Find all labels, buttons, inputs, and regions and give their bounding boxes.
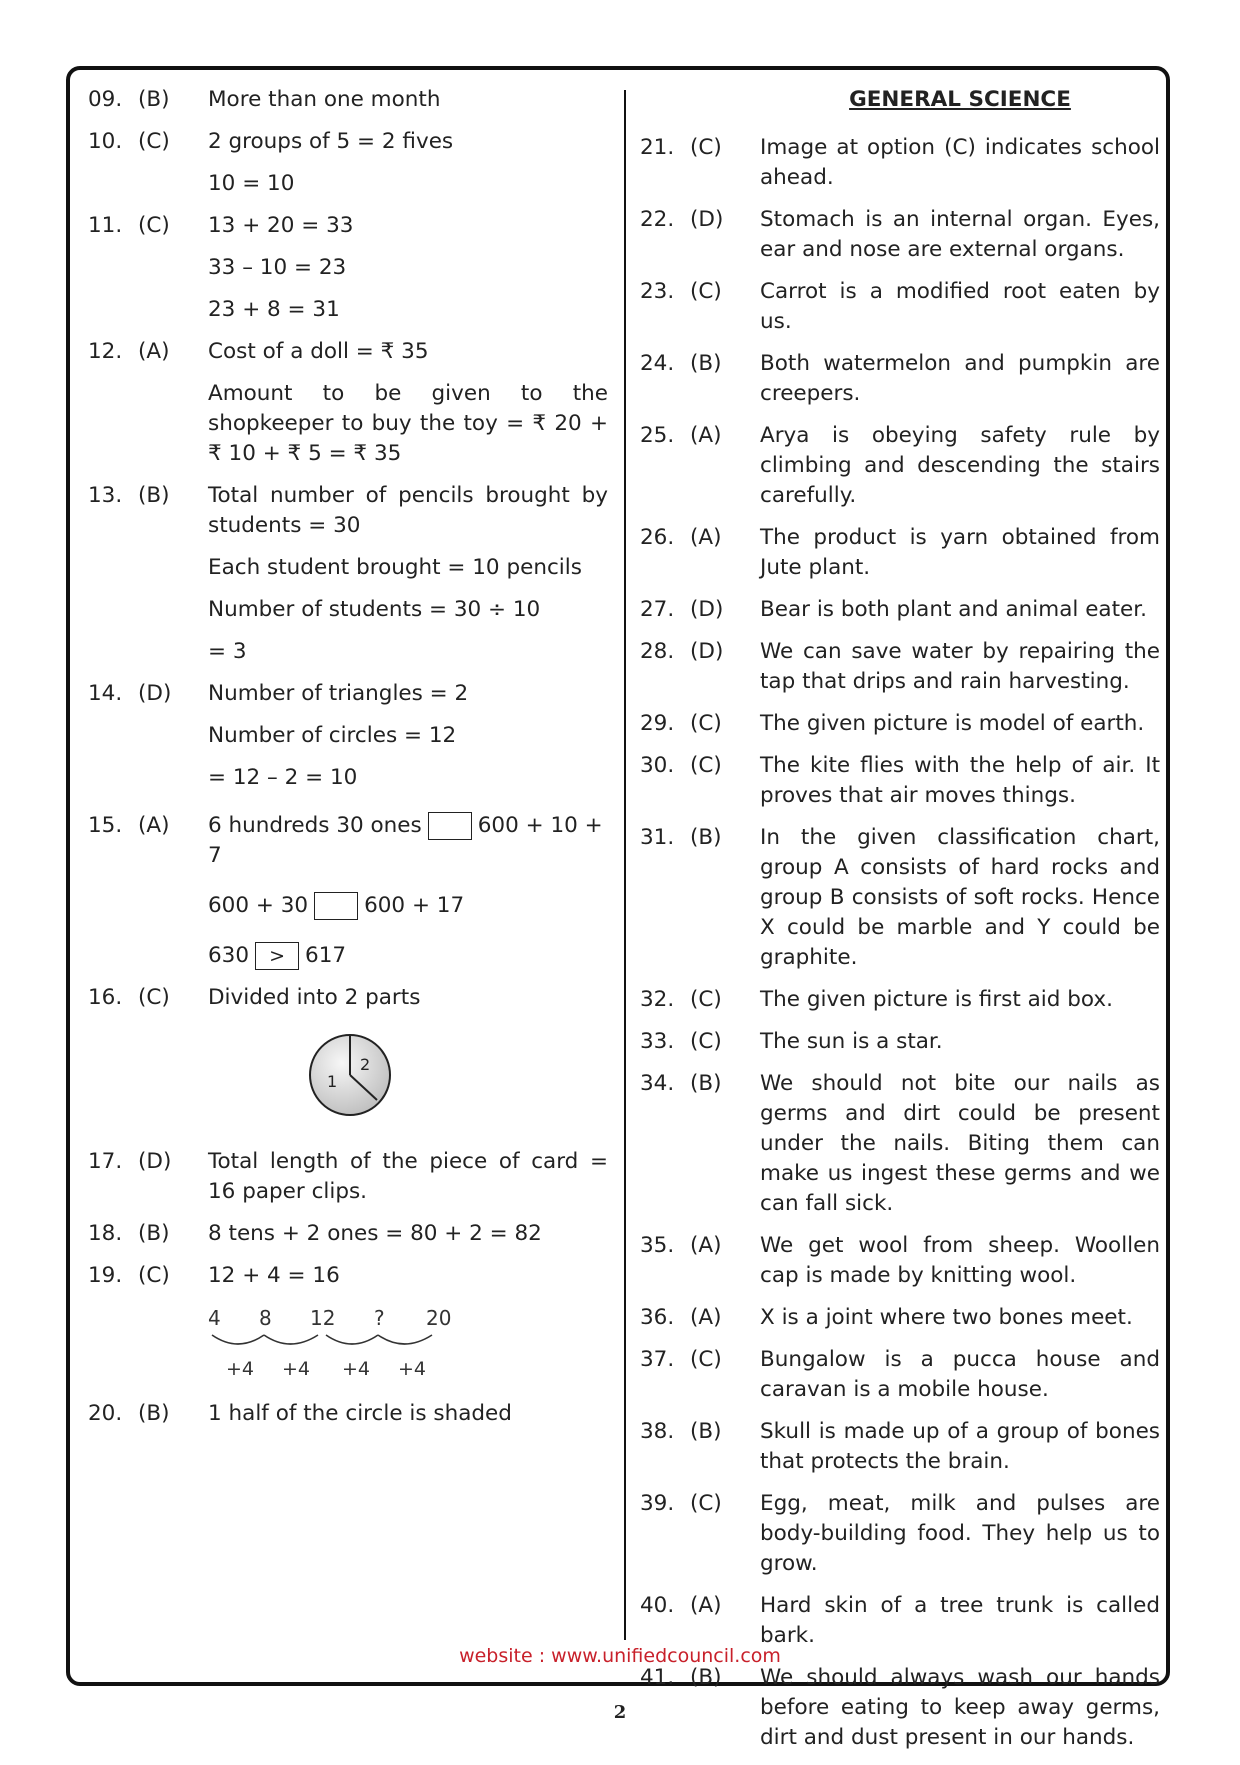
comparison-right: 617 [305, 943, 347, 968]
answer-option: (A) [138, 339, 170, 364]
answer-24 [640, 349, 1160, 409]
sequence-term: 12 [310, 1306, 336, 1330]
sequence-arc [212, 1335, 264, 1344]
answer-27 [640, 595, 1160, 625]
answer-37 [640, 1345, 1160, 1405]
question-number: 40. [640, 1593, 675, 1618]
question-number: 36. [640, 1305, 675, 1330]
answer-23 [640, 277, 1160, 337]
comparison-box [428, 812, 472, 840]
answer-38 [640, 1417, 1160, 1477]
answer-option: (D) [138, 1149, 172, 1174]
answer-22 [640, 205, 1160, 265]
answer-option: (B) [138, 1221, 170, 1246]
explanation-text: Skull is made up of a group of bones that protects the brain. [760, 1419, 1160, 1474]
explanation-text: The kite flies with the help of air. It proves that air moves things. [760, 753, 1160, 808]
answer-option: (A) [690, 1305, 722, 1330]
explanation-text: Stomach is an internal organ. Eyes, ear and nose are external organs. [760, 207, 1160, 262]
answer-option: (A) [690, 525, 722, 550]
explanation-text: X is a joint where two bones meet. [760, 1305, 1133, 1330]
answer-option: (B) [690, 351, 722, 376]
website-footer: website : www.unifiedcouncil.com [459, 1645, 781, 1667]
explanation-line: Divided into 2 parts [208, 985, 421, 1010]
sequence-term: 4 [208, 1306, 221, 1330]
question-number: 23. [640, 279, 675, 304]
answer-19 [88, 1261, 608, 1385]
sequence-step: +4 [226, 1358, 255, 1380]
explanation-text: We should always wash our hands before eating to keep away germs, dirt and dust present in our hands. [760, 1665, 1160, 1750]
explanation-text: The sun is a star. [760, 1029, 943, 1054]
divided-circle-figure [300, 1025, 400, 1125]
explanation-text: Egg, meat, milk and pulses are body-building food. They help us to grow. [760, 1491, 1160, 1576]
sequence-step: +4 [398, 1358, 427, 1380]
answer-option: (A) [138, 813, 170, 838]
answer-option: (A) [690, 1593, 722, 1618]
question-number: 12. [88, 339, 123, 364]
answer-option: (B) [690, 825, 722, 850]
explanation-line: 10 = 10 [208, 171, 295, 196]
sequence-step: +4 [342, 1358, 371, 1380]
explanation-text: The given picture is first aid box. [760, 987, 1113, 1012]
explanation-line: Total number of pencils brought by students = 30 [208, 483, 608, 538]
question-number: 27. [640, 597, 675, 622]
answer-option: (D) [138, 681, 172, 706]
explanation-text: We should not bite our nails as germs and dirt could be present under the nails. Biting them can make us ingest these germs and we can fall sick. [760, 1071, 1160, 1216]
comparison-left: 600 + 30 [208, 893, 309, 918]
comparison-box: > [255, 942, 299, 970]
explanation-line: Total length of the piece of card = 16 paper clips. [208, 1149, 608, 1204]
answer-15 [88, 811, 608, 971]
right-column [640, 85, 1160, 1765]
sequence-arc [326, 1335, 378, 1344]
answer-35 [640, 1231, 1160, 1291]
page-number: 2 [613, 1702, 627, 1723]
question-number: 22. [640, 207, 675, 232]
question-number: 28. [640, 639, 675, 664]
answer-31 [640, 823, 1160, 973]
sequence-arc [264, 1335, 318, 1344]
answer-21 [640, 133, 1160, 193]
answer-16 [88, 983, 608, 1125]
explanation-text: Arya is obeying safety rule by climbing and descending the stairs carefully. [760, 423, 1160, 508]
explanation-text: Both watermelon and pumpkin are creepers. [760, 351, 1160, 406]
question-number: 33. [640, 1029, 675, 1054]
answer-10 [88, 127, 608, 199]
question-number: 19. [88, 1263, 123, 1288]
answer-option: (A) [690, 423, 722, 448]
answer-33 [640, 1027, 1160, 1057]
question-number: 39. [640, 1491, 675, 1516]
explanation-text: In the given classification chart, group A consists of hard rocks and group B consists of soft rocks. Hence X could be marble and Y could be graphite. [760, 825, 1160, 970]
explanation-line: Number of triangles = 2 [208, 681, 469, 706]
question-number: 38. [640, 1419, 675, 1444]
explanation-line: Cost of a doll = ₹ 35 [208, 339, 429, 364]
answer-option: (B) [138, 87, 170, 112]
answer-option: (C) [690, 987, 722, 1012]
explanation-text: The given picture is model of earth. [760, 711, 1145, 736]
explanation-line: Number of circles = 12 [208, 723, 457, 748]
answer-option: (D) [690, 639, 724, 664]
answer-option: (C) [690, 135, 722, 160]
comparison-box [314, 892, 358, 920]
answer-option: (C) [138, 213, 170, 238]
question-number: 15. [88, 813, 123, 838]
answer-40 [640, 1591, 1160, 1651]
answer-option: (B) [690, 1665, 722, 1690]
answer-20 [88, 1399, 608, 1429]
explanation-text: We get wool from sheep. Woollen cap is made by knitting wool. [760, 1233, 1160, 1288]
answer-option: (C) [690, 1347, 722, 1372]
question-number: 30. [640, 753, 675, 778]
comparison-left: 6 hundreds 30 ones [208, 813, 422, 838]
answer-18 [88, 1219, 608, 1249]
answer-option: (C) [138, 985, 170, 1010]
answer-34 [640, 1069, 1160, 1219]
answer-option: (B) [138, 483, 170, 508]
comparison-row [208, 941, 608, 971]
answer-39 [640, 1489, 1160, 1579]
question-number: 16. [88, 985, 123, 1010]
question-number: 20. [88, 1401, 123, 1426]
answer-option: (A) [690, 1233, 722, 1258]
explanation-text: Image at option (C) indicates school ahead. [760, 135, 1160, 190]
sequence-arc [378, 1335, 432, 1344]
answer-14 [88, 679, 608, 793]
sequence-svg [208, 1303, 468, 1385]
explanation-line: 2 groups of 5 = 2 fives [208, 129, 454, 154]
question-number: 32. [640, 987, 675, 1012]
question-number: 11. [88, 213, 123, 238]
question-number: 29. [640, 711, 675, 736]
question-number: 26. [640, 525, 675, 550]
question-number: 10. [88, 129, 123, 154]
answer-36 [640, 1303, 1160, 1333]
answer-option: (B) [690, 1419, 722, 1444]
answer-12 [88, 337, 608, 469]
answer-09 [88, 85, 608, 115]
answer-option: (C) [138, 1263, 170, 1288]
question-number: 25. [640, 423, 675, 448]
answer-32 [640, 985, 1160, 1015]
question-number: 31. [640, 825, 675, 850]
pie-svg [300, 1025, 400, 1125]
question-number: 37. [640, 1347, 675, 1372]
question-number: 34. [640, 1071, 675, 1096]
question-number: 13. [88, 483, 123, 508]
explanation-line: = 3 [208, 639, 247, 664]
answer-option: (D) [690, 207, 724, 232]
explanation-text: Bungalow is a pucca house and caravan is a mobile house. [760, 1347, 1160, 1402]
explanation-line: 1 half of the circle is shaded [208, 1401, 512, 1426]
sequence-term: 20 [426, 1306, 452, 1330]
sequence-step: +4 [282, 1358, 311, 1380]
answer-13 [88, 481, 608, 667]
answer-option: (C) [690, 1491, 722, 1516]
question-number: 14. [88, 681, 123, 706]
comparison-row [208, 811, 608, 871]
explanation-text: We can save water by repairing the tap that drips and rain harvesting. [760, 639, 1160, 694]
answer-17 [88, 1147, 608, 1207]
answer-28 [640, 637, 1160, 697]
answer-25 [640, 421, 1160, 511]
number-sequence-figure [208, 1303, 468, 1385]
explanation-line: 23 + 8 = 31 [208, 297, 340, 322]
answer-11 [88, 211, 608, 325]
answer-26 [640, 523, 1160, 583]
answer-option: (C) [690, 711, 722, 736]
answer-29 [640, 709, 1160, 739]
answer-option: (C) [690, 753, 722, 778]
comparison-left: 630 [208, 943, 250, 968]
answer-option: (C) [690, 279, 722, 304]
explanation-line: 8 tens + 2 ones = 80 + 2 = 82 [208, 1221, 542, 1246]
explanation-text: The product is yarn obtained from Jute plant. [760, 525, 1160, 580]
answer-option: (C) [690, 1029, 722, 1054]
question-number: 21. [640, 135, 675, 160]
question-number: 09. [88, 87, 123, 112]
explanation-line: Amount to be given to the shopkeeper to buy the toy = ₹ 20 + ₹ 10 + ₹ 5 = ₹ 35 [208, 381, 608, 466]
explanation-line: 33 – 10 = 23 [208, 255, 347, 280]
sequence-term: 8 [259, 1306, 272, 1330]
explanation-text: Hard skin of a tree trunk is called bark. [760, 1593, 1160, 1648]
answer-option: (D) [690, 597, 724, 622]
answer-option: (C) [138, 129, 170, 154]
question-number: 17. [88, 1149, 123, 1174]
column-divider [624, 90, 626, 1640]
explanation-line: = 12 – 2 = 10 [208, 765, 358, 790]
science-answers-list [640, 133, 1160, 1753]
explanation-line: 12 + 4 = 16 [208, 1263, 340, 1288]
comparison-right: 600 + 10 + 7 [208, 813, 603, 868]
explanation-line: 13 + 20 = 33 [208, 213, 354, 238]
question-number: 18. [88, 1221, 123, 1246]
question-number: 35. [640, 1233, 675, 1258]
pie-label: 2 [360, 1055, 371, 1074]
pie-label: 1 [327, 1072, 338, 1091]
question-number: 24. [640, 351, 675, 376]
explanation-text: Bear is both plant and animal eater. [760, 597, 1147, 622]
left-column [88, 85, 608, 1441]
answer-30 [640, 751, 1160, 811]
explanation-line: Number of students = 30 ÷ 10 [208, 597, 541, 622]
explanation-line: More than one month [208, 87, 441, 112]
explanation-line: Each student brought = 10 pencils [208, 555, 582, 580]
sequence-term: ? [374, 1306, 385, 1330]
answer-option: (B) [690, 1071, 722, 1096]
section-heading: GENERAL SCIENCE [849, 87, 1071, 112]
question-number: 41. [640, 1665, 675, 1690]
explanation-text: Carrot is a modified root eaten by us. [760, 279, 1160, 334]
answer-option: (B) [138, 1401, 170, 1426]
comparison-right: 600 + 17 [364, 893, 465, 918]
comparison-row [208, 891, 608, 921]
